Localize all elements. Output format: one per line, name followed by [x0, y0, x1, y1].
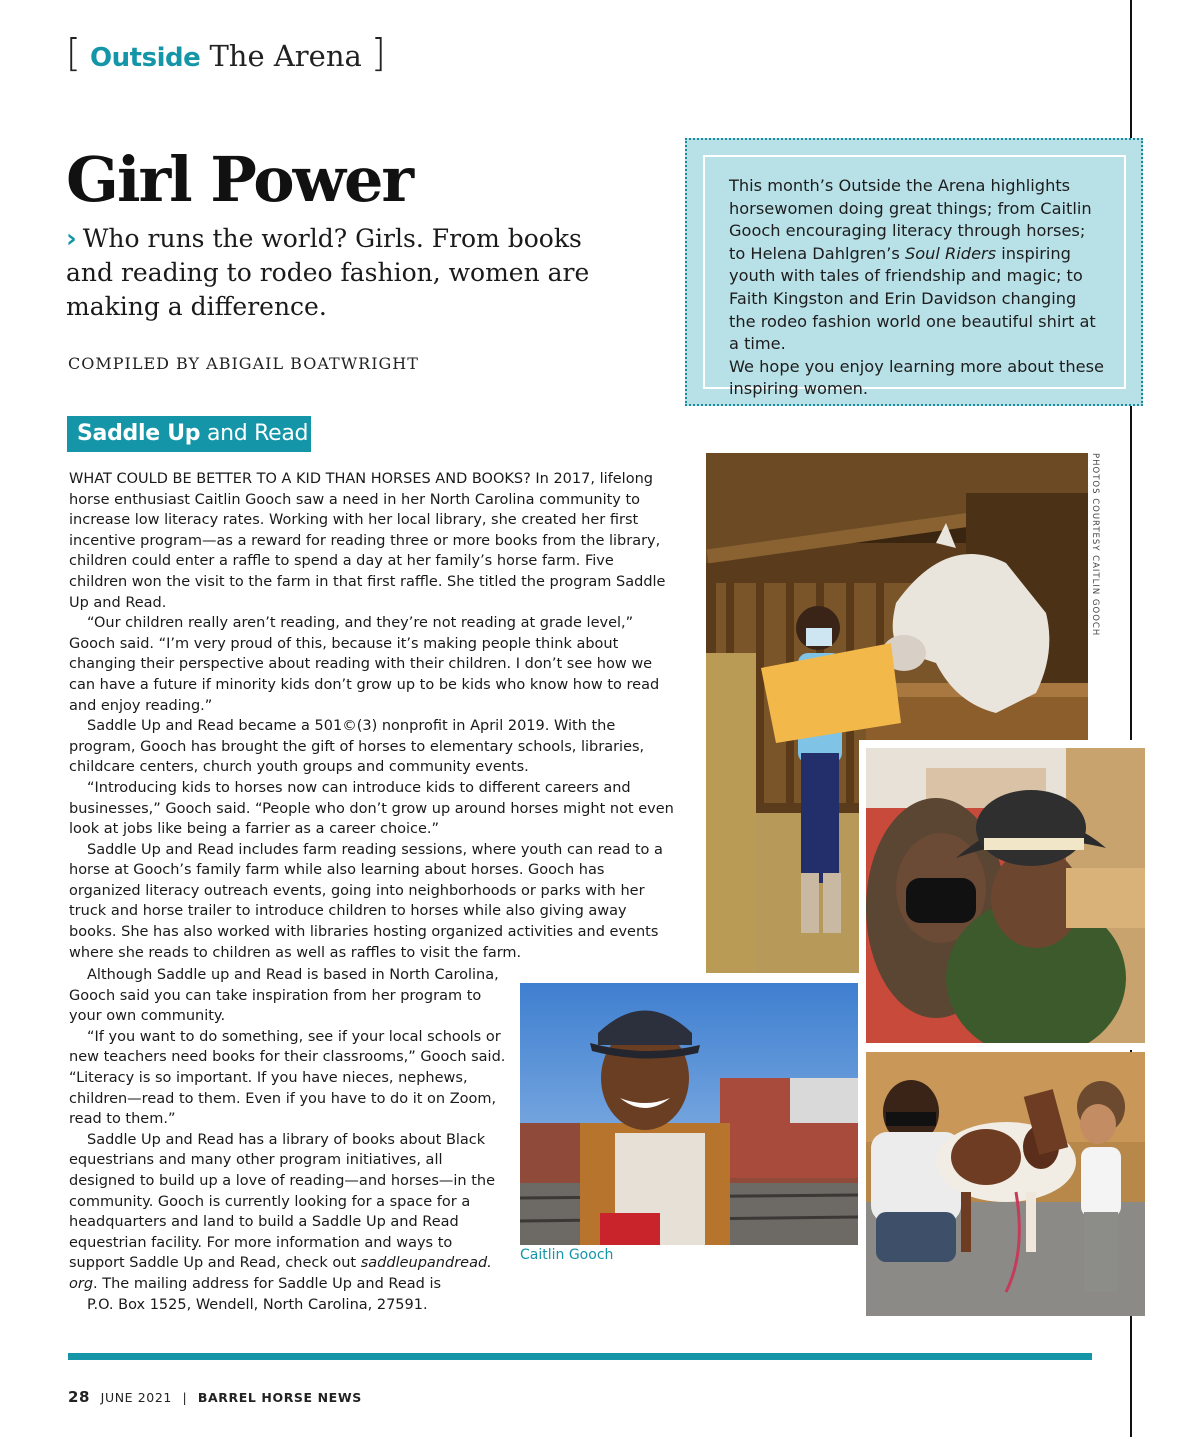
article-paragraph-6: Although Saddle up and Read is based in North Carolina, Gooch said you can take inspiration from her program to your own community. [69, 967, 499, 1025]
footer-rule [68, 1353, 1092, 1360]
article-paragraph-1: WHAT COULD BE BETTER TO A KID THAN HORSES AND BOOKS? In 2017, lifelong horse enthusiast Caitlin Gooch saw a need in her North Carolina community to increase low literacy rates. Working with her local library, she created her first incentive program—as a reward for reading three or more books from the library, children could enter a raffle to spend a day at her family’s horse farm. Five children won the visit to the farm in that first raffle. She titled the program Saddle Up and Read. [69, 471, 666, 611]
right-bracket: ] [371, 31, 386, 75]
subhead-banner [67, 416, 311, 452]
section-tag-highlight: Outside [90, 43, 201, 73]
photo-woman-and-boy-in-cowboy-hat [866, 748, 1145, 1043]
sidebar-text [729, 175, 1106, 401]
article-paragraph-4: “Introducing kids to horses now can introduce kids to different careers and businesses,” Gooch said. “People who don’t grow up around horses might not even look at jobs like being a farrier as a career choice.” [69, 779, 674, 838]
photo-miniature-horse-and-toddler [866, 1052, 1145, 1316]
publication-name: BARREL HORSE NEWS [197, 1390, 362, 1405]
subhead-bold: Saddle Up [77, 421, 201, 446]
section-tag-rest: The Arena [209, 39, 362, 73]
byline: COMPILED BY ABIGAIL BOATWRIGHT [68, 354, 419, 373]
article-paragraph-5: Saddle Up and Read includes farm reading sessions, where youth can read to a horse at Gooch’s family farm while also learning about horses. Gooch has organized literacy outreach events, going into neighborhoods or parks with her truck and horse trailer to introduce children to horses while also giving away books. She has also worked with libraries hosting organized activities and events where she reads to children as well as raffles to visit the farm. [69, 841, 663, 961]
mailing-address: P.O. Box 1525, Wendell, North Carolina, 27591. [87, 1296, 428, 1313]
sidebar-inner-frame [703, 155, 1126, 399]
page-title: Girl Power [66, 143, 413, 216]
photo-credit-text: PHOTOS COURTESY CAITLIN GOOCH [1090, 453, 1100, 637]
article-paragraph-7: “If you want to do something, see if your local schools or new teachers need books for their classrooms,” Gooch said. “Literacy is so important. If you have nieces, nephews, children—read to them. Even if you have to do it on Zoom, read to them.” [69, 1028, 506, 1128]
issue-date: JUNE 2021 [100, 1390, 172, 1405]
website-link[interactable]: saddleupandread. org [69, 1255, 492, 1292]
article-paragraph-8 [69, 1130, 509, 1295]
page-number: 28 [68, 1388, 91, 1406]
left-bracket: [ [66, 31, 81, 75]
sidebar-text-part2: inspiring youth with tales of friendship and magic; to Faith Kingston and Erin Davidson changing the rodeo fashion world one beautiful shirt at a time. [729, 243, 1096, 354]
deck [66, 222, 626, 324]
photo-credit [1086, 453, 1106, 713]
intro-sidebar [685, 138, 1143, 406]
folio-separator: | [182, 1390, 188, 1405]
section-tag [66, 31, 386, 76]
deck-text: Who runs the world? Girls. From books and reading to rodeo fashion, women are making a difference. [66, 224, 590, 321]
subhead-rest: and Read [206, 421, 309, 446]
sidebar-text-part3: We hope you enjoy learning more about these inspiring women. [729, 356, 1105, 399]
photo-caitlin-gooch [520, 983, 858, 1245]
photo-caption: Caitlin Gooch [520, 1247, 614, 1263]
article-paragraph-8b: . The mailing address for Saddle Up and Read is [93, 1275, 442, 1292]
page-folio [68, 1388, 362, 1406]
article-paragraph-2: “Our children really aren’t reading, and they’re not reading at grade level,” Gooch said. “I’m very proud of this, because it’s making people think about changing their perspective about reading with their children. I don’t see how we can have a future if minority kids don’t grow up to be kids who know how to read and enjoy reading.” [69, 615, 660, 714]
sidebar-text-part1: This month’s Outside the Arena highlights horsewomen doing great things; from Caitlin Gooch encouraging literacy through horses; to Helena Dahlgren’s [729, 176, 1092, 263]
article-column-2 [69, 965, 509, 1315]
article-paragraph-3: Saddle Up and Read became a 501©(3) nonprofit in April 2019. With the program, Gooch has brought the gift of horses to elementary schools, libraries, childcare centers, church youth groups and community events. [69, 718, 645, 776]
sidebar-book-title: Soul Riders [904, 243, 997, 263]
chevron-right-icon: › [66, 224, 77, 254]
article-column-1 [69, 469, 675, 963]
article-paragraph-8a: Saddle Up and Read has a library of books about Black equestrians and many other program initiatives, all designed to build up a love of reading—and horses—in the community. Gooch is currently looking for a space for a headquarters and land to build a Saddle Up and Read equestrian facility. For more information and ways to support Saddle Up and Read, check out [69, 1131, 496, 1272]
